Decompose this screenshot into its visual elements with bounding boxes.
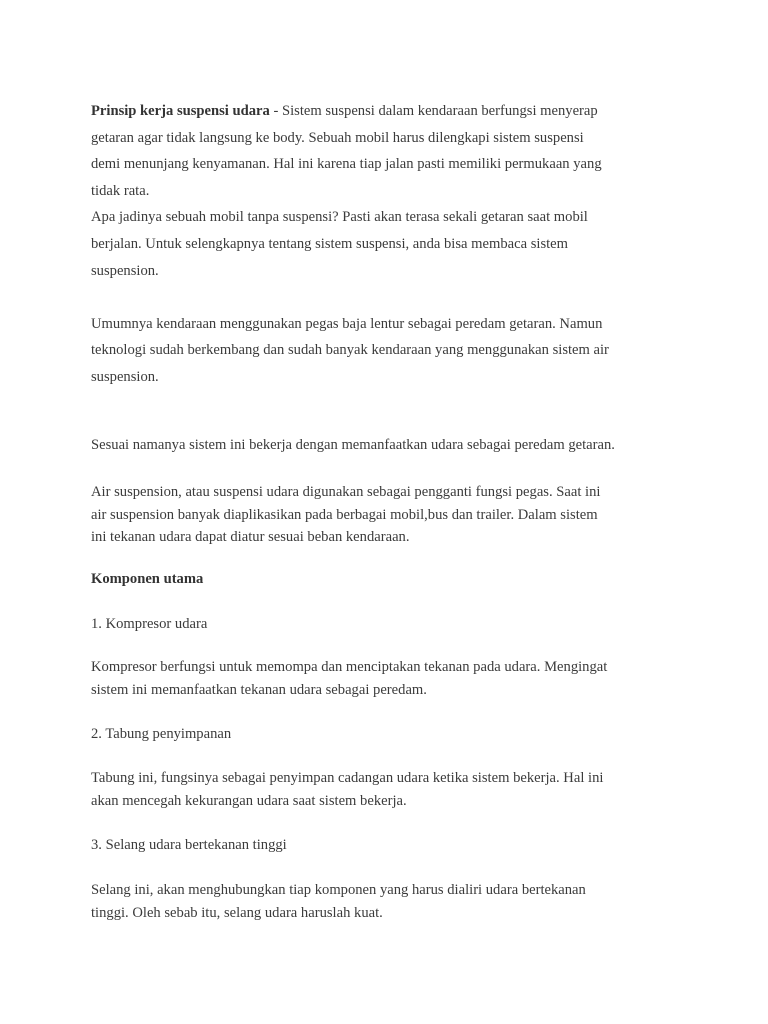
intro-p3-line: suspension. (91, 368, 159, 385)
paragraph-line: air suspension banyak diaplikasikan pada berbagai mobil,bus dan trailer. Dalam sistem (91, 506, 598, 523)
paragraph-line: Kompresor berfungsi untuk memompa dan menciptakan tekanan pada udara. Mengingat (91, 659, 608, 675)
component-heading: 3. Selang udara bertekanan tinggi (91, 837, 287, 853)
component-heading: 1. Kompresor udara (91, 616, 208, 632)
paragraph-line: Selang ini, akan menghubungkan tiap komponen yang harus dialiri udara bertekanan (91, 882, 586, 898)
intro-p3-line: Umumnya kendaraan menggunakan pegas baja lentur sebagai peredam getaran. Namun (91, 315, 603, 332)
intro-paragraphs (91, 98, 691, 391)
paragraph-line: akan mencegah kekurangan udara saat sistem bekerja. (91, 792, 407, 809)
paragraph-line: sistem ini memanfaatkan tekanan udara sebagai peredam. (91, 681, 427, 698)
intro-p2-line: Apa jadinya sebuah mobil tanpa suspensi? Pasti akan terasa sekali getaran saat mobil (91, 209, 588, 226)
intro-p2-line: suspension. (91, 262, 159, 279)
component-3-description (91, 879, 691, 924)
component-2-description (91, 767, 691, 812)
paragraph-line: Tabung ini, fungsinya sebagai penyimpan cadangan udara ketika sistem bekerja. Hal ini (91, 770, 604, 786)
paragraph-line: tinggi. Oleh sebab itu, selang udara haruslah kuat. (91, 904, 383, 921)
intro-p1-line: tidak rata. (91, 182, 150, 199)
intro-title-separator: - (269, 103, 282, 119)
paragraph-line: Air suspension, atau suspensi udara digunakan sebagai pengganti fungsi pegas. Saat ini (91, 484, 601, 500)
component-3-heading (91, 834, 691, 857)
paragraph-air-suspension (91, 481, 691, 549)
intro-line-1 (91, 98, 691, 125)
blank-line (91, 284, 691, 311)
component-heading: 2. Tabung penyimpanan (91, 726, 232, 742)
intro-p2-line: berjalan. Untuk selengkapnya tentang sistem suspensi, anda bisa membaca sistem (91, 235, 569, 252)
intro-p3-line: teknologi sudah berkembang dan sudah banyak kendaraan yang menggunakan sistem air (91, 342, 609, 359)
intro-p1-line: demi menunjang kenyamanan. Hal ini karena tiap jalan pasti memiliki permukaan yang (91, 156, 602, 173)
components-heading: Komponen utama (91, 571, 204, 587)
component-1-heading (91, 613, 691, 636)
paragraph-line: Sesuai namanya sistem ini bekerja dengan memanfaatkan udara sebagai peredam getaran. (91, 437, 615, 453)
paragraph-sesuai (91, 434, 691, 457)
component-1-description (91, 656, 691, 701)
section-heading (91, 568, 691, 591)
intro-p1-line: getaran agar tidak langsung ke body. Sebuah mobil harus dilengkapi sistem suspensi (91, 129, 584, 146)
paragraph-line: ini tekanan udara dapat diatur sesuai beban kendaraan. (91, 529, 410, 546)
intro-p1-line: Sistem suspensi dalam kendaraan berfungsi menyerap (281, 103, 598, 119)
component-2-heading (91, 723, 691, 746)
intro-title: Prinsip kerja suspensi udara (91, 103, 270, 119)
